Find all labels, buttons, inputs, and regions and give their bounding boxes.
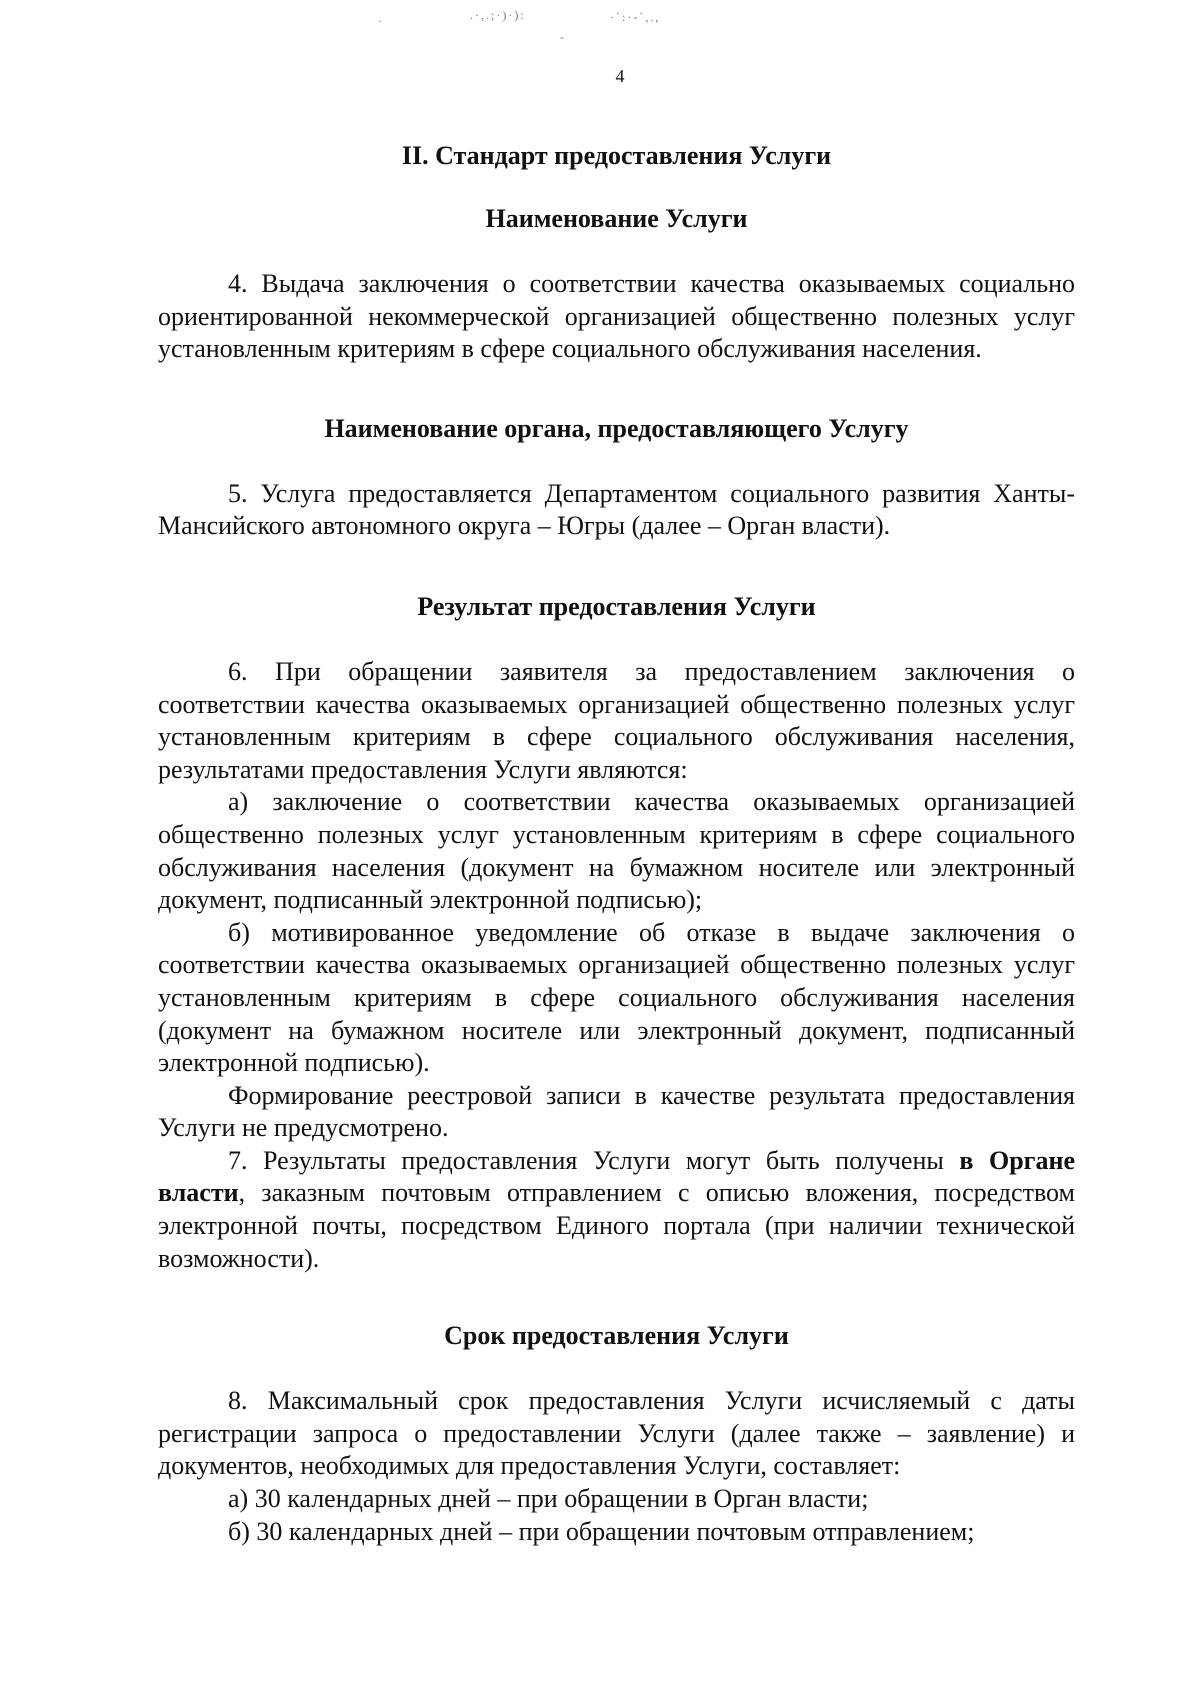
section-title: II. Стандарт предоставления Услуги: [401, 141, 832, 170]
heading-authority-name: Наименование органа, предоставляющего Услугу: [324, 413, 909, 443]
paragraph-7-start: 7. Результаты предоставления Услуги могут быть получены: [228, 1145, 960, 1175]
paragraph-7: [158, 1145, 1075, 1275]
paragraph-4: 4. Выдача заключения о соответствии качества оказываемых социально ориентированной некоммерческой организацией общественно полезных услуг установленным критериям в сфере социального обслуживания населения.: [158, 269, 1075, 364]
scan-artifact: ·: [378, 14, 384, 28]
heading-service-name: Наименование Услуги: [485, 204, 748, 233]
paragraph-7-bold: в Органе власти: [158, 1145, 1076, 1208]
paragraph-8: 8. Максимальный срок предоставления Услуги исчисляемый с даты регистрации запроса о предоставлении Услуги (далее также – заявление) и документов, необходимых для предоставления Услуги, составляет:: [158, 1386, 1075, 1481]
scan-artifact: ·`:·-`,.,: [610, 10, 661, 24]
page-number: 4: [615, 66, 625, 86]
document-body: [158, 140, 1075, 1548]
paragraph-6b: б) мотивированное уведомление об отказе в выдаче заключения о соответствии качества оказываемых организацией общественно полезных услуг установленным критериям в сфере социального обслуживания населения (документ на бумажном носителе или электронный документ, подписанный электронной подписью).: [158, 917, 1075, 1078]
paragraph-5: 5. Услуга предоставляется Департаментом социального развития Ханты-Мансийского автономного округа – Югры (далее – Орган власти).: [158, 478, 1075, 541]
paragraph-8b: б) 30 календарных дней – при обращении почтовым отправлением;: [228, 1516, 975, 1546]
paragraph-registry-record: Формирование реестровой записи в качестве результата предоставления Услуги не предусмотрено.: [158, 1080, 1075, 1143]
paragraph-7-end: , заказным почтовым отправлением с описью вложения, посредством электронной почты, посредством Единого портала (при наличии технической возможности).: [158, 1178, 1075, 1273]
heading-service-term: Срок предоставления Услуги: [444, 1321, 789, 1351]
scan-artifact: -: [560, 30, 566, 44]
paragraph-8a: а) 30 календарных дней – при обращении в Орган власти;: [228, 1484, 869, 1514]
heading-service-result: Результат предоставления Услуги: [417, 591, 816, 621]
scan-artifact: .·,.;·)·):: [470, 8, 526, 22]
paragraph-6: 6. При обращении заявителя за предоставлением заключения о соответствии качества оказываемых организацией общественно полезных услуг установленным критериям в сфере социального обслуживания населения, результатами предоставления Услуги являются:: [158, 656, 1075, 784]
paragraph-6a: а) заключение о соответствии качества оказываемых организацией общественно полезных услуг установленным критериям в сфере социального обслуживания населения (документ на бумажном носителе или электронный документ, подписанный электронной подписью);: [158, 787, 1075, 915]
